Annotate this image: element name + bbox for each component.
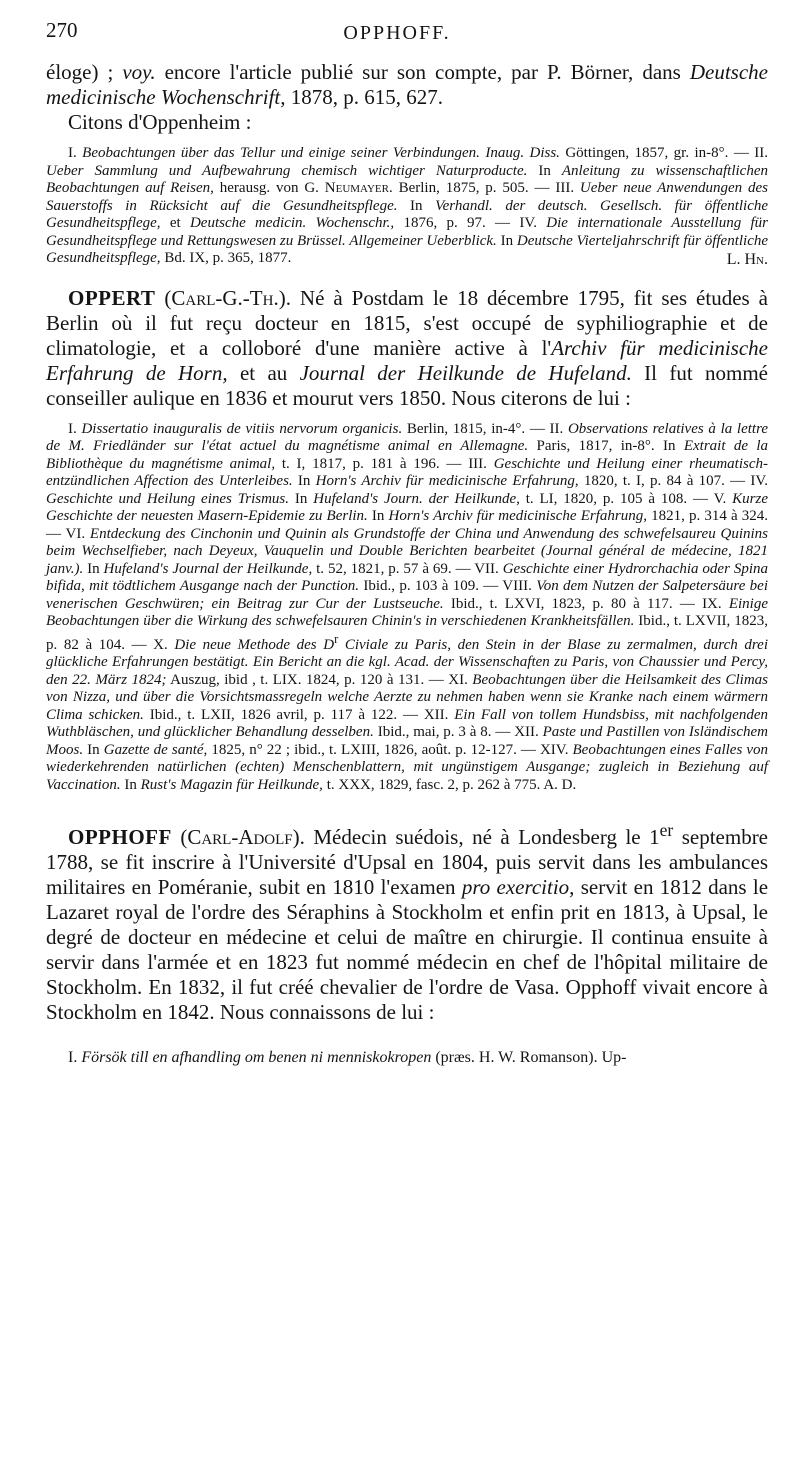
italic-text: Horn's Archiv für medicinische Erfahrung, xyxy=(315,473,579,489)
citation-intro xyxy=(46,110,768,135)
superscript: er xyxy=(659,820,674,840)
italic-text: Ueber Sammlung und Aufbewahrung chemisch wichtiger Naturproducte. xyxy=(46,162,528,179)
italic-text: Archiv für medicinische Erfahrung de Horn, xyxy=(46,335,768,385)
italic-text: Journal der Heilkunde de Hufeland. xyxy=(299,360,632,385)
italic-text: Observations relatives à la lettre de M. Friedländer sur l'état actuel du magnétisme animal en Allemagne. xyxy=(46,420,769,454)
entry-opphoff xyxy=(46,818,768,1025)
italic-text: Verhandl. der deutsch. Gesellsch. für öffentliche Gesundheitspflege, xyxy=(46,197,769,231)
entry-oppert xyxy=(46,286,768,411)
page-header xyxy=(46,10,748,50)
italic-text: Deutsche medicinische Wochenschrift, xyxy=(46,60,768,109)
text-run: 1825, n° 22 ; ibid., t. LXIII, 1826, août. p. 12-127. — XIV. xyxy=(207,741,573,758)
text-run: encore l'article publié sur son compte, par P. Börner, dans xyxy=(155,60,690,84)
italic-text: Entdeckung des Cinchonin und Quinin als Grundstoffe der China und Anwendung des schwefelsaureu Quinins beim Wechselfieber, nach Deyeux, Vauquelin und Double Berichten bearbeitet (Journal général de médecine, 1821 janv.). xyxy=(46,525,768,577)
author-signature: L. Hn. xyxy=(726,250,768,268)
entry-headword: OPPHOFF xyxy=(68,825,172,849)
text-run: In xyxy=(83,741,104,758)
text-run: In xyxy=(527,162,562,179)
text-run: Berlin, 1875, p. 505. — III. xyxy=(392,180,580,196)
entry-headword: OPPERT xyxy=(68,285,156,310)
italic-text: Gazette de santé, xyxy=(103,741,208,758)
italic-text: Rust's Magazin für Heilkunde, xyxy=(140,776,323,793)
italic-text: Extrait de la Bibliothèque du magnétisme animal, xyxy=(46,438,769,472)
text-run: ( xyxy=(171,825,188,849)
italic-text: Beobachtungen über die Heilsamkeit des Climas von Nizza, und über die Vorsichtsmassregeln welche Aerzte zu nehmen haben wenn sie Kranke nach einem wärmern Clima schicken. xyxy=(46,671,768,723)
text-run: In xyxy=(289,490,314,507)
text-run: 1820, t. I, p. 84 à 107. — IV. xyxy=(578,473,769,489)
text-run: t. LI, 1820, p. 105 à 108. — V. xyxy=(519,490,733,507)
opphoff-bibliography xyxy=(46,1049,768,1067)
text-run: Ibid., t. LXII, 1826 avril, p. 117 à 122. — XII. xyxy=(143,706,455,723)
text-run: Ibid., p. 103 à 109. — VIII. xyxy=(359,578,537,594)
small-caps-name: Carl-G.-Th. xyxy=(171,285,279,310)
text-run: Göttingen, 1857, gr. in-8°. — II. xyxy=(559,145,768,161)
italic-text: Anleitung zu wissenschaftlichen Beobachtungen auf Reisen, xyxy=(46,162,768,196)
superscript: r xyxy=(334,631,339,646)
italic-text: Die internationale Ausstellung für Gesundheitspflege und Rettungswesen zu Brüssel. Allgemeiner Ueberblick. xyxy=(46,215,768,249)
paragraph-continuation xyxy=(46,60,768,110)
text-run: Ibid., t. LXVII, 1823, p. 82 à 104. — X. xyxy=(46,613,768,653)
italic-text: Civiale zu Paris, den Stein in der Blase zu zermalmen, durch drei glückliche Erfahrungen bestätigt. Ein Bericht an die kgl. Acad. der Wissenschaften zu Paris, von Chaussier und Percy, den 22. März 1824; xyxy=(46,636,769,688)
italic-text: Deutsche Vierteljahrschrift für öffentliche Gesundheitspflege, xyxy=(46,232,769,266)
italic-text: Ueber neue Anwendungen des Sauerstoffs in Rücksicht auf die Gesundheitspflege. xyxy=(46,180,768,214)
text-run: ). Médecin suédois, né à Londesberg le 1 xyxy=(292,825,660,849)
page-content xyxy=(46,60,768,1067)
text-run: I. xyxy=(68,1049,82,1066)
text-run: t. I, 1817, p. 181 à 196. — III. xyxy=(275,455,494,472)
text-run: septembre 1788, se fit inscrire à l'Université d'Upsal en 1804, puis servit dans les ambulances militaires en Poméranie, subit en 1810 l'examen xyxy=(46,825,769,899)
text-run: I. xyxy=(68,420,82,437)
italic-text: Dissertatio inauguralis de vitiis nervorum organicis. xyxy=(81,420,403,437)
text-run: Ibid., mai, p. 3 à 8. — XII. xyxy=(373,724,543,740)
italic-text: Hufeland's Journ. der Heilkunde, xyxy=(313,490,520,507)
text-run: servit en 1812 dans le Lazaret royal de l'ordre des Séraphins à Stockholm et enfin prit en 1813, à Upsal, le degré de docteur en médecine et celui de maître en chirurgie. Il continua ensuite à servir dans l'armée et en 1823 fut nommé médecin en chef de l'hôpital militaire de Stockholm. En 1832, il fut créé chevalier de l'ordre de Vasa. Opphoff vivait encore à Stockholm en 1842. Nous connaissons de lui : xyxy=(46,875,769,1024)
text-run: Paris, 1817, in-8°. In xyxy=(528,438,684,454)
text-run: Berlin, 1815, in-4°. — II. xyxy=(402,420,568,437)
italic-text: Die neue Methode des D xyxy=(174,636,335,653)
running-head: OPPHOFF. xyxy=(343,22,451,44)
text-run: In xyxy=(397,197,436,214)
small-caps-name: Carl-Adolf xyxy=(187,825,293,849)
italic-text: Kurze Geschichte der neuesten Masern-Epidemie zu Berlin. xyxy=(46,490,768,524)
text-run: t. 52, 1821, p. 57 à 69. — VII. xyxy=(312,560,503,577)
text-run: éloge) ; xyxy=(46,60,123,84)
text-run: Auszug, ibid , t. LIX. 1824, p. 120 à 131. — XI. xyxy=(166,671,473,688)
text-run: ). Né à Postdam le 18 décembre 1795, fit ses études à Berlin où il fut reçu docteur en 1815, s'est occupé de syphiliographie et de climatologie, et a colloboré d'une manière active à l' xyxy=(46,285,768,360)
text-run: (præs. H. W. Romanson). Up- xyxy=(431,1049,627,1066)
text-run: 1876, p. 97. — IV. xyxy=(394,215,547,231)
text-run: Il fut nommé conseiller aulique en 1836 et mourut vers 1850. Nous citerons de lui : xyxy=(46,360,768,410)
text-run: In xyxy=(83,560,104,577)
italic-text: Paste und Pastillen von Isländischem Moos. xyxy=(46,724,769,758)
italic-text: Von dem Nutzen der Salpetersäure bei venerischen Geschwüren; ein Beitrag zur Cur der Lustseuche. xyxy=(46,578,768,612)
text-run: Ibid., t. LXVI, 1823, p. 80 à 117. — IX. xyxy=(443,595,729,612)
text-run: In xyxy=(367,508,389,524)
text-run: et xyxy=(160,215,190,231)
italic-text: Einige Beobachtungen über die Wirkung des schwefelsauren Chinin's in verschiedenen Krankheitsfällen. xyxy=(46,595,768,629)
italic-text: voy. xyxy=(122,60,156,84)
text-run: t. XXX, 1829, fasc. 2, p. 262 à 775. A. D. xyxy=(322,776,577,793)
italic-text: Beobachtungen eines Falles von wiederkehrenden natürlichen (echten) Menschenblattern, mit ungünstigem Ausgange; zugleich in Beziehung auf Vaccination. xyxy=(46,741,769,793)
text-run: I. xyxy=(68,145,83,161)
text-run: Bd. IX, p. 365, 1877. xyxy=(160,250,292,266)
italic-text: Hufeland's Journal der Heilkunde, xyxy=(103,560,313,577)
oppert-bibliography xyxy=(46,421,768,795)
italic-text: Ein Fall von tollem Hundsbiss, mit nachfolgenden Wuthbläschen, und glücklicher Behandlung desselben. xyxy=(46,706,768,740)
italic-text: Geschichte einer Hydrorchachia oder Spina bifida, mit tödtlichem Ausgange nach der Punction. xyxy=(46,560,769,594)
oppenheim-bibliography xyxy=(46,145,768,268)
italic-text: Geschichte und Heilung eines Trismus. xyxy=(46,490,290,507)
italic-text: Horn's Archiv für medicinische Erfahrung, xyxy=(388,508,647,524)
small-caps-name: Neumayer. xyxy=(324,180,393,196)
italic-text: Försök till en afhandling om benen ni menniskokropen xyxy=(81,1049,432,1066)
text-run: et au xyxy=(227,360,300,385)
text-run: 1821, p. 314 à 324. — VI. xyxy=(46,508,768,542)
italic-text: pro exercitio, xyxy=(461,875,575,899)
text-run: herausg. von G. xyxy=(213,180,325,196)
italic-text: Geschichte und Heilung einer rheumatisch-entzündlichen Affection des Unterleibes. xyxy=(46,455,769,489)
text-run: In xyxy=(120,776,141,793)
page-number: 270 xyxy=(46,18,78,42)
text-run: Citons d'Oppenheim : xyxy=(68,110,252,134)
text-run: In xyxy=(496,232,517,249)
text-run: 1878, p. 615, 627. xyxy=(285,85,444,109)
italic-text: Deutsche medicin. Wochenschr., xyxy=(189,215,395,231)
italic-text: Beobachtungen über das Tellur und einige seiner Verbindungen. Inaug. Diss. xyxy=(82,145,560,161)
text-run: In xyxy=(292,473,316,489)
text-run: ( xyxy=(155,285,172,310)
